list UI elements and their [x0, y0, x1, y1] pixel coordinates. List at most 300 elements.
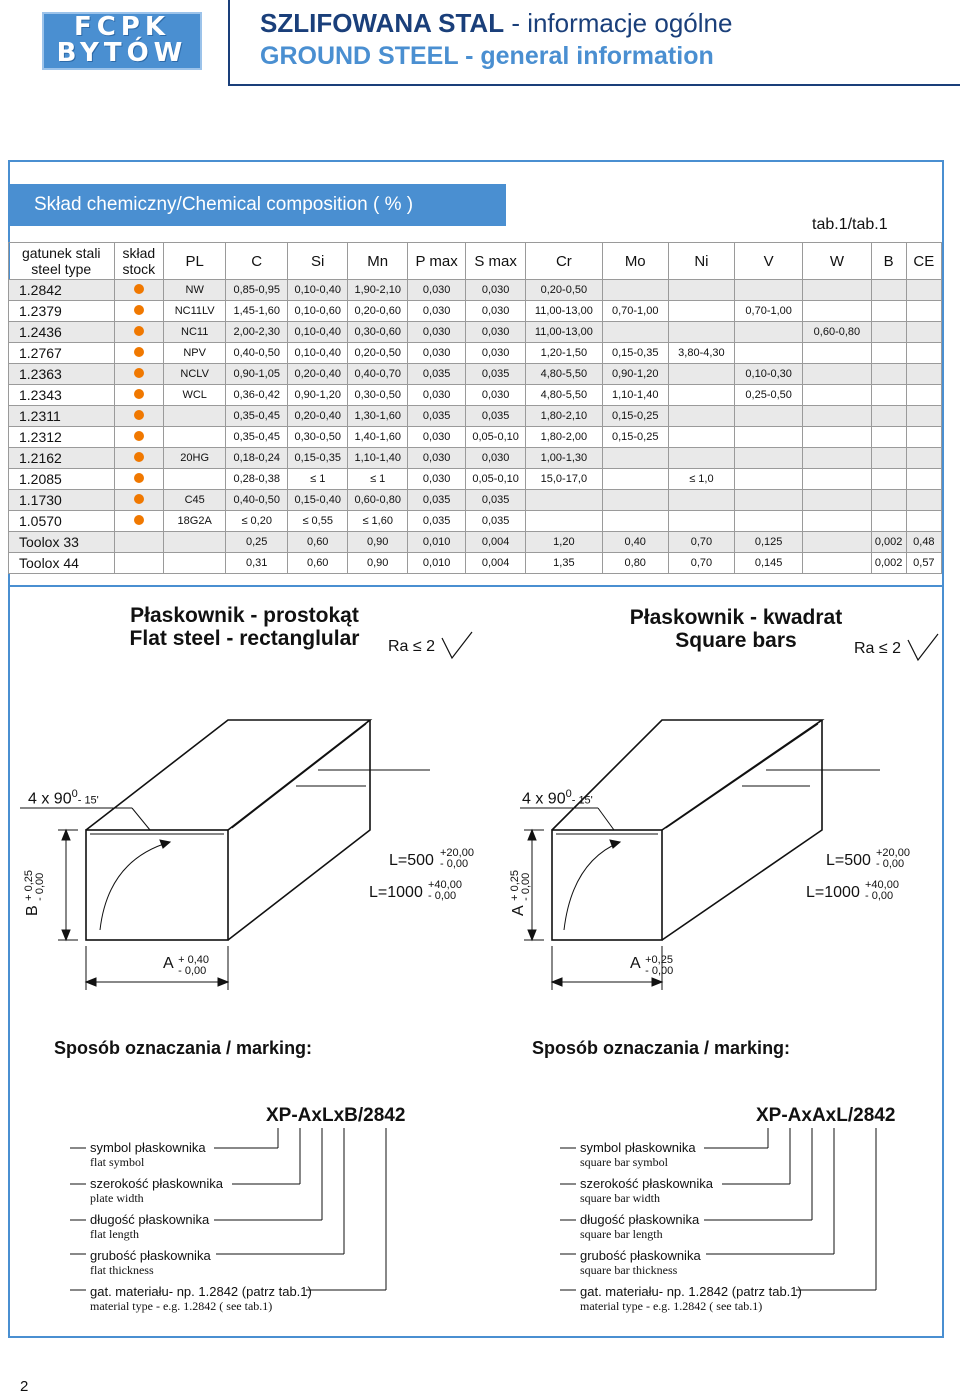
legend-item-en: material type - e.g. 1.2842 ( see tab.1) — [90, 1299, 273, 1313]
table-cell: 1,90-2,10 — [348, 280, 408, 301]
flat-a-tolerance — [178, 955, 209, 977]
table-cell: 0,20-0,50 — [526, 280, 603, 301]
table-cell: 0,145 — [735, 553, 803, 574]
table-cell — [735, 406, 803, 427]
column-header: S max — [466, 243, 526, 280]
table-cell: 0,35-0,45 — [226, 427, 288, 448]
table-cell — [735, 511, 803, 532]
table-cell — [668, 301, 734, 322]
square-side-dimension-label — [510, 856, 550, 916]
table-cell: 0,20-0,50 — [348, 343, 408, 364]
table-cell: 0,90-1,05 — [226, 364, 288, 385]
table-cell: 0,60-0,80 — [803, 322, 871, 343]
flat-l500-tolerance — [440, 848, 474, 870]
logo-text-top: FCPK — [73, 12, 171, 42]
stock-dot-icon — [134, 284, 144, 294]
grade-cell: 1.1730 — [9, 490, 115, 511]
composition-table-body — [9, 280, 942, 574]
table-cell: ≤ 0,20 — [226, 511, 288, 532]
legend-item — [580, 1140, 810, 1176]
stock-cell — [114, 469, 164, 490]
table-cell — [803, 532, 871, 553]
flat-chamfer-value: 4 x 90 — [28, 790, 72, 808]
flat-l500-value: L=500 — [389, 852, 434, 869]
table-cell: 0,30-0,50 — [288, 427, 348, 448]
table-cell: ≤ 1 — [348, 469, 408, 490]
table-cell: 2,00-2,30 — [226, 322, 288, 343]
table-cell: 1,45-1,60 — [226, 301, 288, 322]
table-cell — [668, 427, 734, 448]
table-cell: 0,70 — [668, 553, 734, 574]
table-cell: 1,35 — [526, 553, 603, 574]
table-cell — [164, 469, 226, 490]
table-cell: 0,18-0,24 — [226, 448, 288, 469]
square-roughness: Ra ≤ 2 — [854, 640, 902, 657]
flat-section-title — [112, 604, 377, 650]
table-cell — [602, 490, 668, 511]
table-cell — [871, 469, 906, 490]
table-cell: 18G2A — [164, 511, 226, 532]
square-l500-plus: +20,00 — [876, 847, 910, 859]
column-header: B — [871, 243, 906, 280]
table-cell — [871, 490, 906, 511]
table-cell: NPV — [164, 343, 226, 364]
square-chamfer-tolerance: - 15' — [571, 794, 593, 807]
flat-steel-drawing — [0, 690, 480, 1010]
page-number: 2 — [20, 1378, 29, 1395]
column-header: W — [803, 243, 871, 280]
table-cell: 1,10-1,40 — [602, 385, 668, 406]
legend-item-en: square bar symbol — [580, 1155, 668, 1169]
legend-item-pl: szerokość płaskownika — [580, 1176, 713, 1191]
table-cell: 0,035 — [466, 511, 526, 532]
legend-item — [580, 1248, 810, 1284]
table-cell: 0,70-1,00 — [735, 301, 803, 322]
grade-header-en: steel type — [31, 261, 92, 277]
title-pl-bold: SZLIFOWANA STAL — [260, 8, 505, 38]
flat-chamfer-label — [28, 789, 99, 808]
table-cell: 0,030 — [466, 280, 526, 301]
table-cell: 0,030 — [408, 385, 466, 406]
table-cell — [602, 511, 668, 532]
legend-item — [580, 1212, 810, 1248]
stock-cell — [114, 448, 164, 469]
table-cell: 0,57 — [906, 553, 941, 574]
table-cell — [871, 280, 906, 301]
table-cell: 0,40-0,50 — [226, 490, 288, 511]
table-cell — [871, 322, 906, 343]
flat-a-dimension-label — [163, 955, 209, 977]
table-cell: 0,60 — [288, 532, 348, 553]
legend-item-pl: symbol płaskownika — [580, 1140, 696, 1155]
table-row — [9, 511, 942, 532]
table-cell — [164, 532, 226, 553]
stock-cell — [114, 553, 164, 574]
table-cell — [871, 427, 906, 448]
table-cell: 4,80-5,50 — [526, 364, 603, 385]
square-chamfer-label — [522, 789, 593, 808]
table-row — [9, 469, 942, 490]
logo-text-bottom: BYTÓW — [56, 38, 188, 68]
legend-item-en: flat thickness — [90, 1263, 154, 1277]
table-cell: 0,35-0,45 — [226, 406, 288, 427]
company-logo — [42, 12, 202, 70]
table-cell — [803, 511, 871, 532]
column-header: P max — [408, 243, 466, 280]
legend-item-en: material type - e.g. 1.2842 ( see tab.1) — [580, 1299, 763, 1313]
marking-legend-right — [580, 1140, 810, 1320]
table-cell: 0,70-1,00 — [602, 301, 668, 322]
table-row — [9, 322, 942, 343]
table-cell: 0,15-0,25 — [602, 427, 668, 448]
square-a-letter: A — [630, 955, 641, 972]
table-cell: 0,40-0,70 — [348, 364, 408, 385]
flat-title-en: Flat steel - rectanglular — [129, 627, 360, 650]
table-cell: 15,0-17,0 — [526, 469, 603, 490]
table-cell — [871, 364, 906, 385]
flat-l500-label — [389, 852, 434, 870]
stock-dot-icon — [134, 368, 144, 378]
square-l500-value: L=500 — [826, 852, 871, 869]
table-cell — [526, 511, 603, 532]
table-cell — [668, 511, 734, 532]
stock-cell — [114, 427, 164, 448]
square-l500-tolerance — [876, 848, 910, 870]
table-row — [9, 301, 942, 322]
table-cell — [735, 280, 803, 301]
marking-heading-left: Sposób oznaczania / marking: — [54, 1038, 313, 1058]
page-title-pl — [260, 8, 732, 39]
table-cell — [164, 553, 226, 574]
table-cell: ≤ 1 — [288, 469, 348, 490]
page-title-en: GROUND STEEL - general information — [260, 42, 714, 70]
table-cell — [803, 427, 871, 448]
table-cell — [906, 469, 941, 490]
table-cell — [602, 448, 668, 469]
table-cell: 0,002 — [871, 532, 906, 553]
table-cell — [602, 469, 668, 490]
table-cell: 0,030 — [408, 280, 466, 301]
column-header: Si — [288, 243, 348, 280]
table-row — [9, 448, 942, 469]
table-cell: 0,30-0,50 — [348, 385, 408, 406]
table-cell — [803, 448, 871, 469]
flat-roughness: Ra ≤ 2 — [388, 638, 436, 655]
table-cell: 0,25 — [226, 532, 288, 553]
flat-b-minus: - 0,00 — [34, 872, 46, 901]
marking-code-left: XP-AxLxB/2842 — [266, 1105, 406, 1126]
table-cell: 0,030 — [408, 343, 466, 364]
table-cell: 11,00-13,00 — [526, 322, 603, 343]
stock-dot-icon — [134, 494, 144, 504]
table-cell: 0,030 — [408, 427, 466, 448]
table-cell: ≤ 1,0 — [668, 469, 734, 490]
table-cell: 0,15-0,35 — [288, 448, 348, 469]
header-bottom-rule — [228, 84, 960, 86]
grade-cell: 1.2311 — [9, 406, 115, 427]
legend-item-pl: grubość płaskownika — [580, 1248, 701, 1263]
legend-item-en: flat symbol — [90, 1155, 145, 1169]
table-row — [9, 490, 942, 511]
table-cell: 0,31 — [226, 553, 288, 574]
legend-item — [90, 1212, 320, 1248]
table-reference: tab.1/tab.1 — [812, 216, 888, 233]
stock-cell — [114, 322, 164, 343]
table-header-row — [9, 243, 942, 280]
table-cell: 0,10-0,60 — [288, 301, 348, 322]
table-cell — [906, 280, 941, 301]
grade-cell: Toolox 44 — [9, 553, 115, 574]
table-cell: 11,00-13,00 — [526, 301, 603, 322]
table-cell — [906, 385, 941, 406]
table-row — [9, 406, 942, 427]
marking-heading-right: Sposób oznaczania / marking: — [532, 1038, 791, 1058]
table-cell — [526, 490, 603, 511]
table-cell: 20HG — [164, 448, 226, 469]
flat-chamfer-tolerance: - 15' — [77, 794, 99, 807]
table-cell: 0,15-0,35 — [602, 343, 668, 364]
table-cell: 0,70 — [668, 532, 734, 553]
table-cell — [871, 343, 906, 364]
grade-cell: 1.2312 — [9, 427, 115, 448]
table-cell: 0,030 — [466, 448, 526, 469]
table-row — [9, 343, 942, 364]
section-divider — [8, 585, 942, 587]
composition-banner-text: Skład chemiczny/Chemical composition ( % ) — [34, 194, 414, 215]
column-header: Ni — [668, 243, 734, 280]
stock-dot-icon — [134, 389, 144, 399]
table-cell — [906, 448, 941, 469]
table-row — [9, 553, 942, 574]
square-chamfer-value: 4 x 90 — [522, 790, 566, 808]
table-cell: 0,035 — [408, 490, 466, 511]
column-header: Cr — [526, 243, 603, 280]
table-cell — [906, 490, 941, 511]
square-a-tolerance — [645, 955, 673, 977]
flat-a-plus: + 0,40 — [178, 954, 210, 966]
table-cell: 0,010 — [408, 532, 466, 553]
table-cell: 0,125 — [735, 532, 803, 553]
title-pl-rest: - informacje ogólne — [504, 8, 733, 38]
legend-item-pl: długość płaskownika — [90, 1212, 210, 1227]
table-cell: NC11LV — [164, 301, 226, 322]
legend-item-pl: szerokość płaskownika — [90, 1176, 223, 1191]
stock-dot-icon — [134, 515, 144, 525]
table-cell — [164, 427, 226, 448]
legend-item — [90, 1284, 320, 1320]
legend-item — [90, 1176, 320, 1212]
stock-cell — [114, 406, 164, 427]
grade-header — [9, 243, 115, 280]
table-cell: 0,60-0,80 — [348, 490, 408, 511]
table-cell: 0,36-0,42 — [226, 385, 288, 406]
composition-table — [8, 242, 942, 574]
grade-cell: 1.2085 — [9, 469, 115, 490]
table-cell — [906, 364, 941, 385]
table-cell — [871, 301, 906, 322]
table-cell — [906, 427, 941, 448]
square-l500-minus: - 0,00 — [876, 858, 905, 870]
table-cell: 0,10-0,30 — [735, 364, 803, 385]
table-cell — [668, 364, 734, 385]
square-roughness-symbol — [906, 632, 942, 664]
flat-l500-plus: +20,00 — [440, 847, 474, 859]
table-cell: 0,030 — [408, 322, 466, 343]
grade-header-pl: gatunek stali — [21, 245, 101, 261]
table-cell — [803, 469, 871, 490]
flat-title-pl: Płaskownik - prostokąt — [130, 604, 359, 627]
table-cell — [668, 385, 734, 406]
table-cell: 0,15-0,25 — [602, 406, 668, 427]
column-header: V — [735, 243, 803, 280]
table-cell — [803, 406, 871, 427]
table-cell: 0,035 — [466, 406, 526, 427]
flat-l1000-tolerance — [428, 880, 462, 902]
table-cell: 0,90 — [348, 532, 408, 553]
table-cell: 3,80-4,30 — [668, 343, 734, 364]
legend-item — [90, 1140, 320, 1176]
table-cell: 0,030 — [408, 448, 466, 469]
flat-l1000-minus: - 0,00 — [428, 890, 457, 902]
stock-cell — [114, 490, 164, 511]
legend-item — [580, 1176, 810, 1212]
grade-cell: 1.2162 — [9, 448, 115, 469]
table-cell: 0,05-0,10 — [466, 469, 526, 490]
table-cell — [735, 427, 803, 448]
stock-dot-icon — [134, 347, 144, 357]
header-vertical-rule — [228, 0, 230, 84]
square-l1000-label — [806, 884, 860, 902]
stock-cell — [114, 364, 164, 385]
table-cell: 0,90-1,20 — [288, 385, 348, 406]
table-cell: 0,20-0,60 — [348, 301, 408, 322]
grade-cell: 1.2842 — [9, 280, 115, 301]
table-cell: 0,035 — [408, 511, 466, 532]
table-cell: 0,48 — [906, 532, 941, 553]
stock-header-en: stock — [122, 261, 156, 277]
grade-cell: 1.2379 — [9, 301, 115, 322]
legend-item-pl: symbol płaskownika — [90, 1140, 206, 1155]
stock-cell — [114, 385, 164, 406]
table-cell: 0,05-0,10 — [466, 427, 526, 448]
table-cell — [735, 448, 803, 469]
column-header: CE — [906, 243, 941, 280]
table-cell: 0,030 — [466, 385, 526, 406]
table-row — [9, 280, 942, 301]
table-cell — [906, 406, 941, 427]
stock-header — [114, 243, 164, 280]
table-cell: 0,004 — [466, 532, 526, 553]
column-header: PL — [164, 243, 226, 280]
square-title-pl: Płaskownik - kwadrat — [629, 606, 843, 629]
table-cell — [668, 490, 734, 511]
stock-dot-icon — [134, 326, 144, 336]
square-side-minus: - 0,00 — [520, 872, 532, 901]
legend-item — [90, 1248, 320, 1284]
table-cell — [735, 490, 803, 511]
table-cell: 0,30-0,60 — [348, 322, 408, 343]
table-row — [9, 427, 942, 448]
square-section-title — [612, 606, 860, 652]
table-cell: 0,030 — [466, 322, 526, 343]
square-a-dimension-label — [630, 955, 673, 977]
flat-chamfer-degree: 0 — [71, 788, 78, 800]
table-cell — [668, 406, 734, 427]
table-cell — [906, 301, 941, 322]
table-cell: 1,10-1,40 — [348, 448, 408, 469]
table-cell — [803, 490, 871, 511]
table-row — [9, 364, 942, 385]
table-cell: 0,010 — [408, 553, 466, 574]
table-cell — [871, 448, 906, 469]
marking-legend-left — [90, 1140, 320, 1320]
table-cell — [871, 406, 906, 427]
stock-cell — [114, 301, 164, 322]
flat-l1000-value: L=1000 — [369, 884, 423, 901]
square-l1000-value: L=1000 — [806, 884, 860, 901]
grade-cell: 1.0570 — [9, 511, 115, 532]
table-cell: 0,030 — [466, 343, 526, 364]
square-l1000-tolerance — [865, 880, 899, 902]
table-cell — [803, 280, 871, 301]
table-cell: 4,80-5,50 — [526, 385, 603, 406]
flat-b-tolerance — [24, 870, 46, 901]
column-header: Mo — [602, 243, 668, 280]
flat-l500-minus: - 0,00 — [440, 858, 469, 870]
square-side-letter: A — [510, 905, 527, 916]
column-header: C — [226, 243, 288, 280]
table-cell — [906, 322, 941, 343]
table-cell — [668, 280, 734, 301]
marking-code-right: XP-AxAxL/2842 — [756, 1105, 896, 1126]
legend-item — [580, 1284, 810, 1320]
table-cell — [803, 343, 871, 364]
table-cell: NCLV — [164, 364, 226, 385]
table-cell — [803, 553, 871, 574]
table-cell: 0,10-0,40 — [288, 322, 348, 343]
table-cell — [164, 406, 226, 427]
stock-cell — [114, 280, 164, 301]
table-cell: 0,15-0,40 — [288, 490, 348, 511]
table-cell: 0,030 — [466, 301, 526, 322]
stock-dot-icon — [134, 305, 144, 315]
table-cell: 0,85-0,95 — [226, 280, 288, 301]
stock-cell — [114, 343, 164, 364]
table-cell: 1,80-2,10 — [526, 406, 603, 427]
table-cell: 0,035 — [466, 364, 526, 385]
legend-item-en: square bar width — [580, 1191, 660, 1205]
table-cell — [602, 322, 668, 343]
column-header: Mn — [348, 243, 408, 280]
table-cell: 1,40-1,60 — [348, 427, 408, 448]
table-cell — [602, 280, 668, 301]
table-cell — [906, 511, 941, 532]
table-cell: 0,035 — [466, 490, 526, 511]
legend-item-pl: gat. materiału- np. 1.2842 (patrz tab.1) — [580, 1284, 802, 1299]
table-cell: 0,40 — [602, 532, 668, 553]
table-cell: 0,004 — [466, 553, 526, 574]
stock-cell — [114, 532, 164, 553]
table-cell: 0,60 — [288, 553, 348, 574]
table-cell — [735, 343, 803, 364]
flat-b-dimension-label — [24, 856, 64, 916]
table-cell: 0,002 — [871, 553, 906, 574]
flat-b-letter: B — [24, 905, 41, 916]
stock-dot-icon — [134, 452, 144, 462]
grade-cell: 1.2436 — [9, 322, 115, 343]
table-cell: 0,28-0,38 — [226, 469, 288, 490]
square-l500-label — [826, 852, 871, 870]
